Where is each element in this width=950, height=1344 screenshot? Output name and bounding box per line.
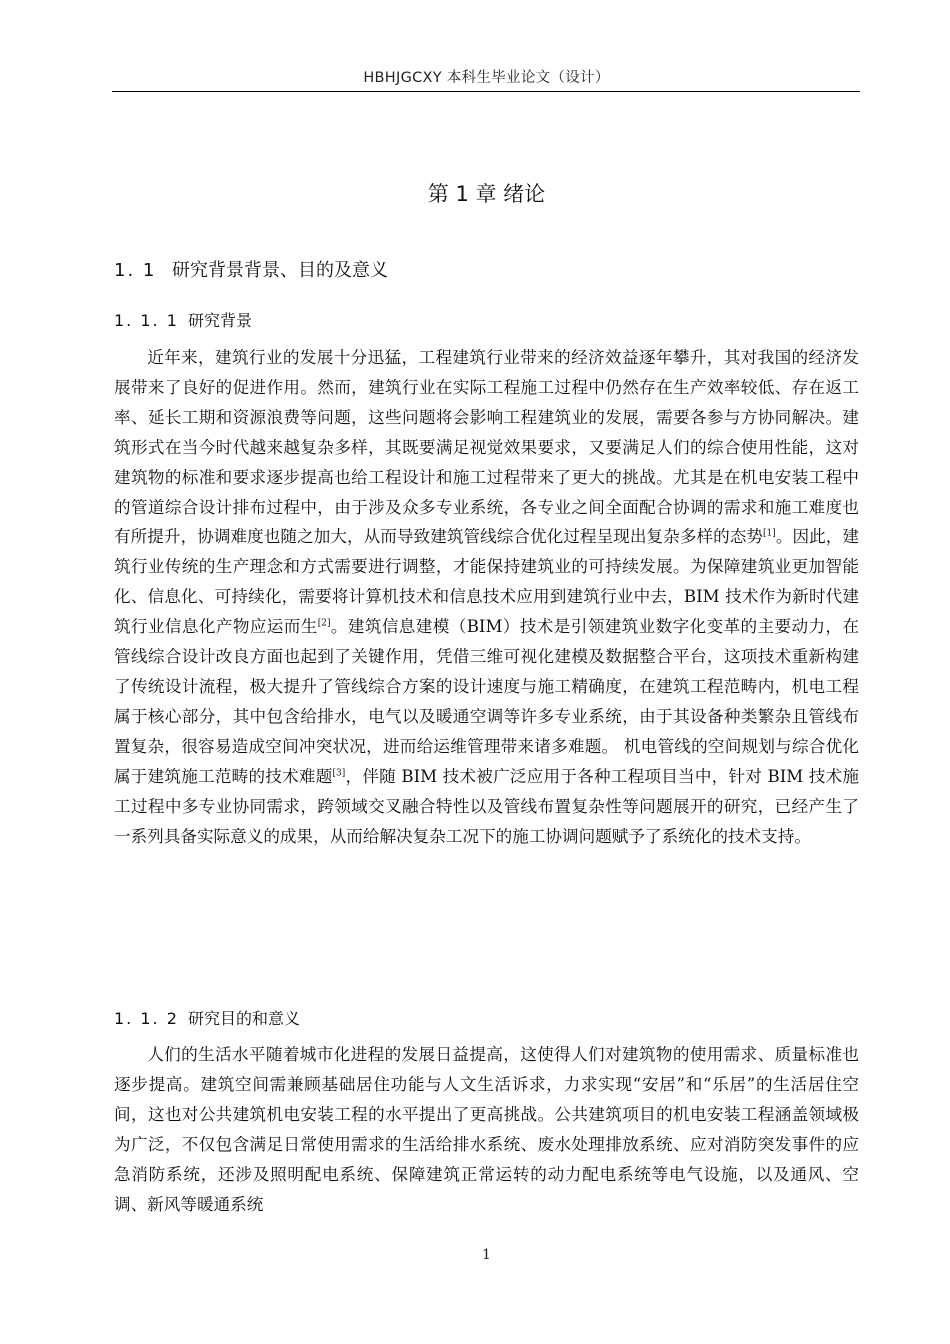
subsection-number: 1. 1. 2: [114, 1009, 179, 1028]
header-divider: [112, 91, 860, 92]
section-title: 研究背景背景、目的及意义: [172, 260, 388, 281]
citation-ref: [1]: [763, 528, 776, 539]
running-header: HBHJGCXY 本科生毕业论文（设计）: [363, 70, 610, 86]
section-heading-1-1-2: [114, 1006, 300, 1029]
body-paragraph-purpose: 人们的生活水平随着城市化进程的发展日益提高，这使得人们对建筑物的使用需求、质量标准也逐步提高。建筑空间需兼顾基础居住功能与人文生活诉求，力求实现“安居”和“乐居”的生活居住空间，这也对公共建筑机电安装工程的水平提出了更高挑战。公共建筑项目的机电安装工程涵盖领域极为广泛，不仅包含满足日常使用需求的生活给排水系统、废水处理排放系统、应对消防突发事件的应急消防系统，还涉及照明配电系统、保障建筑正常运转的动力配电系统等电气设施，以及通风、空调、新风等暖通系统: [114, 1045, 859, 1214]
section-heading-1-1: [114, 256, 388, 282]
citation-ref: [2]: [317, 618, 331, 629]
paragraph-text: 近年来，建筑行业的发展十分迅猛，工程建筑行业带来的经济效益逐年攀升，其对我国的经济发展带来了良好的促进作用。然而，建筑行业在实际工程施工过程中仍然存在生产效率较低、存在返工率、延长工期和资源浪费等问题，这些问题将会影响工程建筑业的发展，需要各参与方协同解决。建筑形式在当今时代越来越复杂多样，其既要满足视觉效果要求，又要满足人们的综合使用性能，这对建筑物的标准和要求逐步提高也给工程设计和施工过程带来了更大的挑战。尤其是在机电安装工程中的管道综合设计排布过程中，由于涉及众多专业系统，各专业之间全面配合协调的需求和施工难度也有所提升，协调难度也随之加大，从而导致建筑管线综合优化过程呈现出复杂多样的态势: [114, 348, 859, 547]
body-paragraph-background: [114, 343, 859, 851]
subsection-title: 研究背景: [188, 311, 253, 330]
section-heading-1-1-1: [114, 308, 252, 331]
page-number: 1: [482, 1247, 491, 1263]
paragraph-text: 。建筑信息建模（BIM）技术是引领建筑业数字化变革的主要动力，在管线综合设计改良方面也起到了关键作用，凭借三维可视化建模及数据整合平台，这项技术重新构建了传统设计流程，极大提升了管线综合方案的设计速度与施工精确度，在建筑工程范畴内，机电工程属于核心部分，其中包含给排水，电气以及暖通空调等许多专业系统，由于其设备种类繁杂且管线布置复杂，很容易造成空间冲突状况，进而给运维管理带来诸多难题。 机电管线的空间规划与综合优化属于建筑施工范畴的技术难题: [114, 617, 859, 786]
section-number: 1. 1: [114, 260, 157, 281]
chapter-title: 第 1 章 绪论: [427, 182, 546, 206]
paragraph-text: ，伴随 BIM 技术被广泛应用于各种工程项目当中，针对 BIM 技术施工过程中多专业协同需求，跨领域交叉融合特性以及管线布置复杂性等问题展开的研究，已经产生了一系列具备实际意义的成果，从而给解决复杂工况下的施工协调问题赋予了系统化的技术支持。: [114, 766, 860, 846]
citation-ref: [3]: [332, 768, 346, 779]
subsection-title: 研究目的和意义: [188, 1009, 301, 1028]
subsection-number: 1. 1. 1: [114, 311, 179, 330]
paragraph-text: 。因此，建筑行业传统的生产理念和方式需要进行调整，才能保持建筑业的可持续发展。为保障建筑业更加智能化、信息化、可持续化，需要将计算机技术和信息技术应用到建筑行业中去，BIM 技术作为新时代建筑行业信息化产物应运而生: [114, 527, 860, 637]
